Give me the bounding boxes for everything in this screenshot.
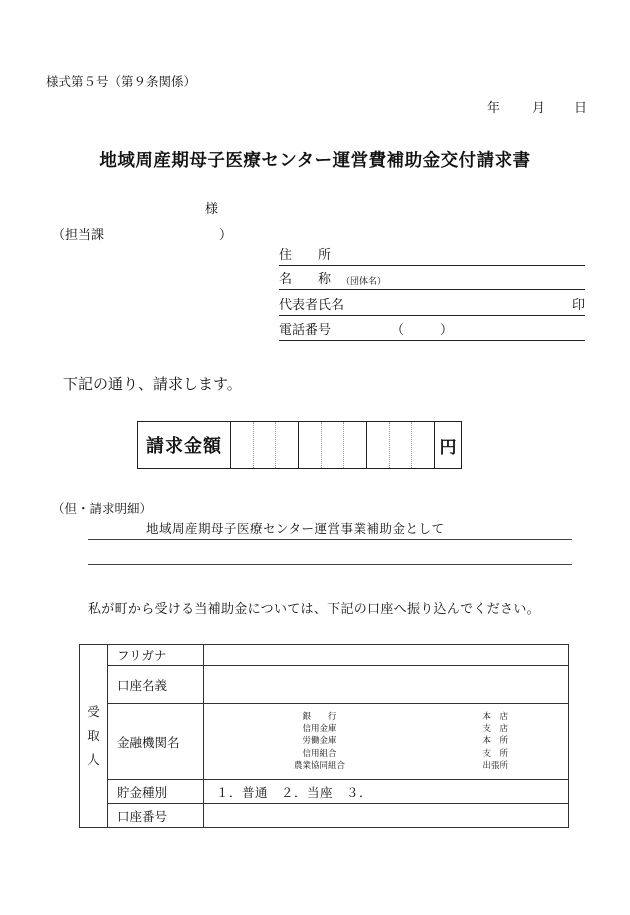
amount-digit-group[interactable]: [299, 422, 367, 468]
deposit-type-options[interactable]: １．普通 ２．当座 ３．: [204, 780, 569, 804]
branch-type-list: 本 店 支 店 本 所 支 所 出張所: [482, 711, 508, 771]
institution-field[interactable]: [204, 704, 569, 780]
representative-field[interactable]: [279, 296, 585, 316]
furigana-field[interactable]: [204, 645, 569, 666]
transfer-statement: 私が町から受ける当補助金については、下記の口座へ振り込んでください。: [88, 602, 540, 617]
phone-paren-close: ）: [440, 323, 454, 338]
address-field[interactable]: [279, 246, 585, 266]
date-month: 月: [532, 101, 546, 116]
amount-digit-group[interactable]: [231, 422, 299, 468]
addressee-honorific: 様: [205, 202, 219, 217]
representative-label: 代表者氏名: [279, 298, 345, 313]
department-close: ）: [219, 228, 233, 243]
name-note: （団体名）: [341, 277, 387, 287]
request-statement: 下記の通り、請求します。: [63, 375, 242, 393]
phone-field[interactable]: [279, 321, 585, 341]
department-label: （担当課: [52, 228, 105, 243]
form-number: 様式第５号（第９条関係）: [46, 74, 197, 89]
document-title: 地域周産期母子医療センター運営費補助金交付請求書: [99, 151, 531, 171]
institution-type-list: 銀 行 信用金庫 労働金庫 信用組合 農業協同組合: [294, 711, 346, 771]
deposit-type-label: 貯金種別: [108, 780, 204, 804]
detail-line-2[interactable]: [88, 546, 572, 565]
recipient-label: 受 取 人: [80, 645, 108, 828]
detail-label: （但・請求明細）: [52, 501, 153, 516]
date-day: 日: [574, 101, 588, 116]
name-label: 名 称: [279, 272, 332, 287]
amount-label: 請求金額: [138, 422, 231, 468]
furigana-label: フリガナ: [108, 645, 204, 666]
detail-text: 地域周産期母子医療センター運営事業補助金として: [146, 521, 445, 536]
phone-label: 電話番号: [279, 323, 332, 338]
account-number-label: 口座番号: [108, 804, 204, 828]
amount-box[interactable]: [137, 421, 462, 469]
institution-label: 金融機関名: [108, 704, 204, 780]
account-name-label: 口座名義: [108, 666, 204, 704]
name-field[interactable]: [279, 270, 585, 290]
bank-account-table: [79, 644, 569, 828]
seal-mark: 印: [571, 298, 585, 313]
amount-unit: 円: [439, 437, 457, 458]
address-label: 住 所: [279, 248, 332, 263]
detail-line-1[interactable]: [88, 521, 572, 540]
date-year: 年: [487, 101, 501, 116]
amount-digit-group[interactable]: [367, 422, 435, 468]
phone-paren-open: （: [391, 323, 405, 338]
account-name-field[interactable]: [204, 666, 569, 704]
account-number-field[interactable]: [204, 804, 569, 828]
